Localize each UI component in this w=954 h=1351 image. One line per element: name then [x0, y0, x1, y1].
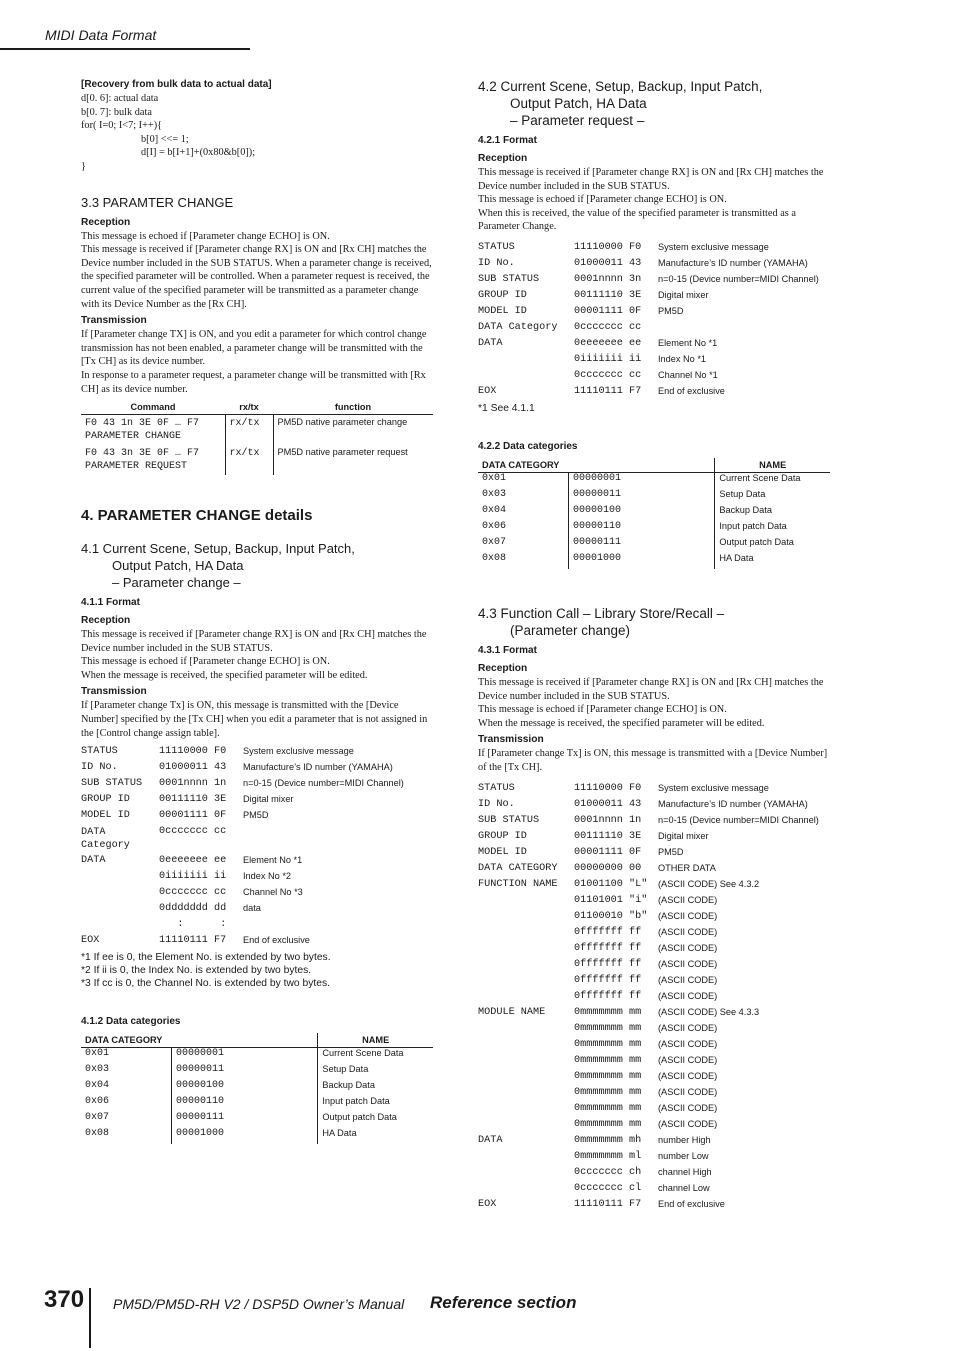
field-desc: Digital mixer	[658, 289, 709, 300]
field-name: GROUP ID	[81, 794, 130, 806]
field-name: FUNCTION NAME	[478, 878, 558, 890]
field-bits: 00111110 3E	[159, 794, 227, 806]
section-4-2-heading: 4.2 Current Scene, Setup, Backup, Input Patch,	[478, 79, 763, 94]
table-row	[478, 505, 830, 521]
field-name: SUB STATUS	[478, 814, 540, 826]
left-column	[81, 78, 433, 1144]
field-desc: data	[243, 903, 261, 914]
bin-cell: 00001000	[172, 1128, 318, 1144]
field-name: GROUP ID	[478, 289, 527, 301]
name-cell: Input patch Data	[318, 1096, 433, 1112]
name-cell: Current Scene Data	[715, 472, 830, 489]
field-desc: System exclusive message	[658, 782, 769, 793]
field-bits: 0ccccccc cl	[574, 1182, 642, 1194]
field-name: SUB STATUS	[478, 273, 540, 285]
bin-cell: 00001000	[569, 553, 715, 569]
field-bits: 0ccccccc ch	[574, 1166, 642, 1178]
bin-cell: 00000110	[172, 1096, 318, 1112]
field-name: ID No.	[478, 257, 515, 269]
field-bits: 00000000 00	[574, 862, 642, 874]
reception-label: Reception	[81, 615, 131, 627]
transmission-text: If [Parameter change TX] is ON, and you edit a parameter for which control change transmission has not been enabled, a parameter change will be transmitted with the [Tx CH] as its device number.	[81, 329, 427, 368]
field-bits: 00111110 3E	[574, 830, 642, 842]
field-desc: (ASCII CODE) See 4.3.2	[658, 878, 760, 889]
bin-cell: 00000111	[172, 1112, 318, 1128]
field-bits: 0mmmmmmm mh	[574, 1134, 642, 1146]
section-4-2-heading: – Parameter request –	[510, 113, 645, 128]
recovery-line: d[I] = b[I+1]+(0x80&b[0]);	[141, 147, 256, 159]
name-cell: Backup Data	[318, 1080, 433, 1096]
field-bits: 0ccccccc cc	[159, 826, 227, 838]
reception-text: This message is received if [Parameter change RX] is ON and [Rx CH] matches the Device number included in the SUB STATUS.	[81, 629, 427, 654]
field-desc: Index No *2	[243, 871, 292, 882]
message-row	[478, 1087, 830, 1103]
field-desc: (ASCII CODE)	[658, 990, 718, 1001]
name-cell: Output patch Data	[715, 537, 830, 553]
recovery-line: b[0] <<= 1;	[141, 133, 189, 145]
field-name: MODEL ID	[478, 846, 527, 858]
hex-cell: 0x01	[85, 1048, 110, 1060]
transmission-text: If [Parameter change Tx] is ON, this message is transmitted with a [Device Number] of the [Tx CH].	[478, 748, 828, 773]
recovery-block	[81, 78, 433, 174]
message-row	[478, 1023, 830, 1039]
bin-cell: 00000111	[569, 537, 715, 553]
field-bits: 00111110 3E	[574, 289, 642, 301]
field-bits: 01000011 43	[574, 257, 642, 269]
message-row	[478, 1119, 830, 1135]
field-name: MODEL ID	[81, 810, 130, 822]
field-desc: Digital mixer	[658, 830, 709, 841]
field-bits: 0ccccccc cc	[574, 369, 642, 381]
manual-title: PM5D/PM5D-RH V2 / DSP5D Owner’s Manual	[113, 1296, 405, 1312]
column-header: rx/tx	[225, 400, 273, 415]
message-row	[478, 1039, 830, 1055]
hex-cell: 0x06	[85, 1096, 110, 1108]
recovery-line: d[0. 6]: actual data	[81, 93, 159, 104]
categories-heading: 4.1.2 Data categories	[81, 1016, 181, 1028]
field-bits: 11110000 F0	[574, 782, 642, 794]
message-row	[478, 1055, 830, 1071]
column-header: DATA CATEGORY	[478, 458, 715, 473]
reception-text: This message is received if [Parameter change RX] is ON and [Rx CH] matches the Device number included in the SUB STATUS. When a parameter change is received, the specified parameter will be controlled. When a parameter request is received, the current value of the specified parameter will be transmitted as a parameter change with its Device Number as the [Rx CH].	[81, 244, 432, 310]
field-name: STATUS	[478, 241, 515, 253]
hex-cell: 0x08	[482, 552, 507, 564]
name-cell: HA Data	[318, 1128, 433, 1144]
field-bits: 0fffffff ff	[574, 974, 642, 986]
field-desc: n=0-15 (Device number=MIDI Channel)	[243, 778, 404, 789]
field-desc: channel Low	[658, 1182, 710, 1193]
hex-cell: 0x04	[482, 504, 507, 516]
field-desc: (ASCII CODE)	[658, 1102, 718, 1113]
reception-text: When the message is received, the specified parameter will be edited.	[81, 669, 368, 681]
field-desc: (ASCII CODE)	[658, 942, 718, 953]
field-name: DATA Category	[81, 827, 130, 852]
column-header: Command	[81, 400, 225, 415]
message-row	[478, 847, 830, 863]
message-format-4-2	[478, 242, 830, 402]
field-name: ID No.	[478, 798, 515, 810]
field-bits: 0ccccccc cc	[159, 887, 227, 899]
field-desc: (ASCII CODE)	[658, 1054, 718, 1065]
data-categories-table	[478, 458, 830, 569]
table-row	[478, 472, 830, 489]
field-desc: End of exclusive	[658, 385, 725, 396]
field-bits: 0iiiiiii ii	[574, 353, 642, 365]
transmission-text: In response to a parameter request, a parameter change will be transmitted with [Rx CH] as its device number.	[81, 369, 426, 395]
field-name: DATA	[478, 337, 503, 349]
recovery-line: for( I=0; I<7; I++){	[81, 120, 163, 132]
bin-cell: 00000001	[172, 1048, 318, 1065]
reception-text: When this is received, the value of the specified parameter is transmitted as a Parameter Change.	[478, 207, 796, 233]
message-row	[478, 831, 830, 847]
column-header: function	[273, 400, 433, 415]
recovery-line: }	[81, 160, 86, 172]
reception-label: Reception	[478, 153, 528, 164]
field-bits: 0mmmmmmm mm	[574, 1070, 642, 1082]
field-desc: (ASCII CODE)	[658, 1070, 718, 1081]
section-4-2-heading: Output Patch, HA Data	[510, 96, 647, 111]
message-row	[478, 1151, 830, 1167]
page-number: 370	[44, 1286, 85, 1313]
table-row	[81, 1064, 433, 1080]
message-row	[478, 863, 830, 879]
section-4-1-heading: – Parameter change –	[112, 575, 241, 591]
field-bits: : :	[159, 919, 227, 931]
message-row	[478, 783, 830, 799]
name-cell: Output patch Data	[318, 1112, 433, 1128]
hex-cell: 0x06	[482, 520, 507, 532]
bin-cell: 00000001	[569, 472, 715, 489]
field-bits: 0fffffff ff	[574, 942, 642, 954]
hex-cell: 0x04	[85, 1080, 110, 1092]
name-cell: HA Data	[715, 553, 830, 569]
field-desc: (ASCII CODE)	[658, 910, 718, 921]
field-bits: 0iiiiiii ii	[159, 871, 227, 883]
field-name: DATA CATEGORY	[478, 862, 558, 874]
field-bits: 00001111 0F	[574, 305, 642, 317]
table-row	[81, 1096, 433, 1112]
field-desc: n=0-15 (Device number=MIDI Channel)	[658, 273, 819, 284]
hex-cell: 0x01	[482, 472, 507, 484]
hex-cell: 0x03	[85, 1064, 110, 1076]
footer-rule	[89, 1288, 91, 1348]
field-name: EOX	[478, 1198, 497, 1210]
table-row	[81, 1112, 433, 1128]
field-bits: 11110111 F7	[574, 385, 642, 397]
footnote: *2 If ii is 0, the Index No. is extended by two bytes.	[81, 965, 312, 977]
reception-text: This message is echoed if [Parameter change ECHO] is ON.	[478, 194, 727, 206]
field-desc: End of exclusive	[658, 1198, 725, 1209]
field-desc: (ASCII CODE)	[658, 1038, 718, 1049]
field-name: SUB STATUS	[81, 778, 143, 790]
categories-heading: 4.2.2 Data categories	[478, 440, 578, 452]
message-row	[478, 895, 830, 911]
transmission-label: Transmission	[81, 686, 147, 698]
field-desc: Channel No *1	[658, 369, 718, 380]
reception-text: This message is received if [Parameter change RX] is ON and [Rx CH] matches the Device number included in the SUB STATUS.	[478, 167, 824, 192]
hex-cell: 0x07	[482, 536, 507, 548]
page-header-title: MIDI Data Format	[45, 27, 157, 43]
field-bits: 0fffffff ff	[574, 990, 642, 1002]
field-desc: (ASCII CODE)	[658, 1022, 718, 1033]
reception-text: When the message is received, the specified parameter will be edited.	[478, 717, 765, 729]
bin-cell: 00000011	[172, 1064, 318, 1080]
recovery-line: b[0. 7]: bulk data	[81, 106, 152, 118]
field-bits: 0ddddddd dd	[159, 903, 227, 915]
section-4-1-heading: 4.1 Current Scene, Setup, Backup, Input Patch,	[81, 541, 355, 557]
field-bits: 0eeeeeee ee	[159, 855, 227, 867]
field-desc: Manufacture’s ID number (YAMAHA)	[658, 798, 808, 809]
name-cell: Setup Data	[715, 489, 830, 505]
field-name: STATUS	[81, 746, 118, 758]
data-categories-table	[81, 1033, 433, 1144]
column-header: NAME	[715, 458, 830, 473]
field-bits: 11110111 F7	[159, 935, 227, 947]
name-cell: Current Scene Data	[318, 1048, 433, 1065]
field-bits: 0001nnnn 1n	[159, 778, 227, 790]
recovery-title: [Recovery from bulk data to actual data]	[81, 79, 272, 90]
bin-cell: 00000011	[569, 489, 715, 505]
table-row	[478, 553, 830, 569]
section-title: Reference section	[430, 1293, 577, 1312]
message-row	[478, 911, 830, 927]
reception-label: Reception	[81, 216, 131, 228]
table-row	[478, 489, 830, 505]
transmission-text: If [Parameter change Tx] is ON, this message is transmitted with the [Device Number] specified by the [Tx CH] when you edit a parameter that is not assigned in the [Control change assign table].	[81, 700, 428, 739]
field-name: ID No.	[81, 762, 118, 774]
field-bits: 00001111 0F	[574, 846, 642, 858]
field-bits: 0fffffff ff	[574, 958, 642, 970]
message-row	[478, 815, 830, 831]
field-desc: End of exclusive	[243, 935, 310, 946]
field-desc: (ASCII CODE)	[658, 1118, 718, 1129]
table-row	[81, 445, 433, 475]
field-bits: 11110000 F0	[574, 241, 642, 253]
table-row	[81, 415, 433, 446]
message-format-4-3	[478, 783, 830, 1215]
field-name: DATA Category	[478, 321, 558, 333]
field-name: GROUP ID	[478, 830, 527, 842]
field-bits: 01001100 "L"	[574, 878, 648, 890]
section-4-3-heading: (Parameter change)	[510, 622, 631, 638]
bin-cell: 00000100	[172, 1080, 318, 1096]
field-desc: channel High	[658, 1166, 712, 1177]
field-bits: 11110000 F0	[159, 746, 227, 758]
function-cell: PM5D native parameter change	[273, 415, 433, 446]
message-row	[478, 1007, 830, 1023]
table-row	[81, 1048, 433, 1065]
message-row	[478, 975, 830, 991]
field-bits: 01100010 "b"	[574, 910, 648, 922]
field-bits: 0mmmmmmm mm	[574, 1118, 642, 1130]
header-rule	[0, 48, 250, 50]
hex-cell: 0x03	[482, 488, 507, 500]
field-bits: 0mmmmmmm mm	[574, 1102, 642, 1114]
field-name: MODEL ID	[478, 305, 527, 317]
field-bits: 0mmmmmmm ml	[574, 1150, 642, 1162]
table-row	[81, 1128, 433, 1144]
hex-cell: 0x07	[85, 1112, 110, 1124]
message-row	[478, 1135, 830, 1151]
field-desc: PM5D	[658, 305, 684, 316]
column-header: NAME	[318, 1033, 433, 1048]
section-4-heading: 4. PARAMETER CHANGE details	[81, 507, 313, 525]
message-row	[478, 959, 830, 975]
field-desc: (ASCII CODE)	[658, 1086, 718, 1097]
reception-label: Reception	[478, 662, 528, 674]
command-cell: F0 43 1n 3E 0F … F7 PARAMETER CHANGE	[85, 418, 200, 443]
field-name: MODULE NAME	[478, 1006, 546, 1018]
field-desc: (ASCII CODE)	[658, 958, 718, 969]
section-4-1-heading: Output Patch, HA Data	[112, 558, 244, 574]
rxtx-cell: rx/tx	[225, 445, 273, 475]
message-row	[478, 943, 830, 959]
field-bits: 0fffffff ff	[574, 926, 642, 938]
table-row	[478, 537, 830, 553]
field-desc: (ASCII CODE)	[658, 974, 718, 985]
transmission-label: Transmission	[81, 315, 147, 327]
field-desc: Manufacture’s ID number (YAMAHA)	[658, 257, 808, 268]
field-desc: OTHER DATA	[658, 862, 716, 873]
message-row	[478, 1199, 830, 1215]
field-name: DATA	[81, 855, 106, 867]
field-name: STATUS	[478, 782, 515, 794]
message-row	[478, 879, 830, 895]
field-bits: 0ccccccc cc	[574, 321, 642, 333]
reception-text: This message is echoed if [Parameter change ECHO] is ON.	[81, 230, 330, 242]
transmission-label: Transmission	[478, 734, 544, 746]
right-column	[478, 78, 830, 1215]
field-bits: 11110111 F7	[574, 1198, 642, 1210]
field-desc: Index No *1	[658, 353, 707, 364]
field-desc: Manufacture’s ID number (YAMAHA)	[243, 762, 393, 773]
message-row	[478, 1103, 830, 1119]
message-row	[478, 1071, 830, 1087]
field-bits: 0mmmmmmm mm	[574, 1022, 642, 1034]
field-desc: Element No *1	[243, 855, 303, 866]
field-desc: Channel No *3	[243, 887, 303, 898]
field-name: EOX	[81, 935, 100, 947]
field-desc: System exclusive message	[658, 241, 769, 252]
table-row	[478, 521, 830, 537]
format-heading: 4.3.1 Format	[478, 644, 537, 656]
field-desc: (ASCII CODE)	[658, 926, 718, 937]
field-bits: 01000011 43	[159, 762, 227, 774]
section-3-3-heading: 3.3 PARAMTER CHANGE	[81, 194, 234, 210]
field-bits: 0mmmmmmm mm	[574, 1086, 642, 1098]
field-desc: Element No *1	[658, 337, 718, 348]
command-cell: F0 43 3n 3E 0F … F7 PARAMETER REQUEST	[85, 448, 200, 473]
rxtx-cell: rx/tx	[225, 415, 273, 446]
format-heading: 4.2.1 Format	[478, 135, 537, 146]
section-4-3-heading: 4.3 Function Call – Library Store/Recall –	[478, 605, 725, 621]
message-row	[478, 1167, 830, 1183]
reception-text: This message is received if [Parameter change RX] is ON and [Rx CH] matches the Device number included in the SUB STATUS.	[478, 676, 824, 702]
field-bits: 0001nnnn 1n	[574, 814, 642, 826]
field-desc: System exclusive message	[243, 746, 354, 757]
message-row	[478, 1183, 830, 1199]
field-desc: PM5D	[658, 846, 684, 857]
field-desc: PM5D	[243, 810, 269, 821]
message-row	[478, 991, 830, 1007]
reception-text: This message is echoed if [Parameter change ECHO] is ON.	[81, 656, 330, 668]
field-bits: 0mmmmmmm mm	[574, 1038, 642, 1050]
command-table	[81, 400, 433, 475]
bin-cell: 00000100	[569, 505, 715, 521]
field-bits: 0mmmmmmm mm	[574, 1006, 642, 1018]
field-desc: (ASCII CODE)	[658, 894, 718, 905]
reception-text: This message is echoed if [Parameter change ECHO] is ON.	[478, 704, 727, 716]
function-cell: PM5D native parameter request	[273, 445, 433, 475]
field-desc: number Low	[658, 1150, 709, 1161]
field-desc: n=0-15 (Device number=MIDI Channel)	[658, 814, 819, 825]
column-header: DATA CATEGORY	[81, 1033, 318, 1048]
field-bits: 0001nnnn 3n	[574, 273, 642, 285]
message-format-4-1	[81, 746, 433, 951]
field-desc: Digital mixer	[243, 794, 294, 805]
field-bits: 0mmmmmmm mm	[574, 1054, 642, 1066]
message-row	[478, 927, 830, 943]
footnote: *1 See 4.1.1	[478, 402, 535, 414]
footnote: *3 If cc is 0, the Channel No. is extended by two bytes.	[81, 978, 330, 990]
field-bits: 00001111 0F	[159, 810, 227, 822]
field-name: DATA	[478, 1134, 503, 1146]
field-desc: (ASCII CODE) See 4.3.3	[658, 1006, 760, 1017]
message-row	[478, 799, 830, 815]
field-bits: 0eeeeeee ee	[574, 337, 642, 349]
name-cell: Input patch Data	[715, 521, 830, 537]
bin-cell: 00000110	[569, 521, 715, 537]
footnote: *1 If ee is 0, the Element No. is extended by two bytes.	[81, 952, 331, 964]
field-name: EOX	[478, 385, 497, 397]
name-cell: Backup Data	[715, 505, 830, 521]
field-bits: 01000011 43	[574, 798, 642, 810]
name-cell: Setup Data	[318, 1064, 433, 1080]
table-row	[81, 1080, 433, 1096]
hex-cell: 0x08	[85, 1128, 110, 1140]
field-desc: number High	[658, 1134, 711, 1145]
format-heading: 4.1.1 Format	[81, 597, 140, 609]
field-bits: 01101001 "i"	[574, 894, 648, 906]
